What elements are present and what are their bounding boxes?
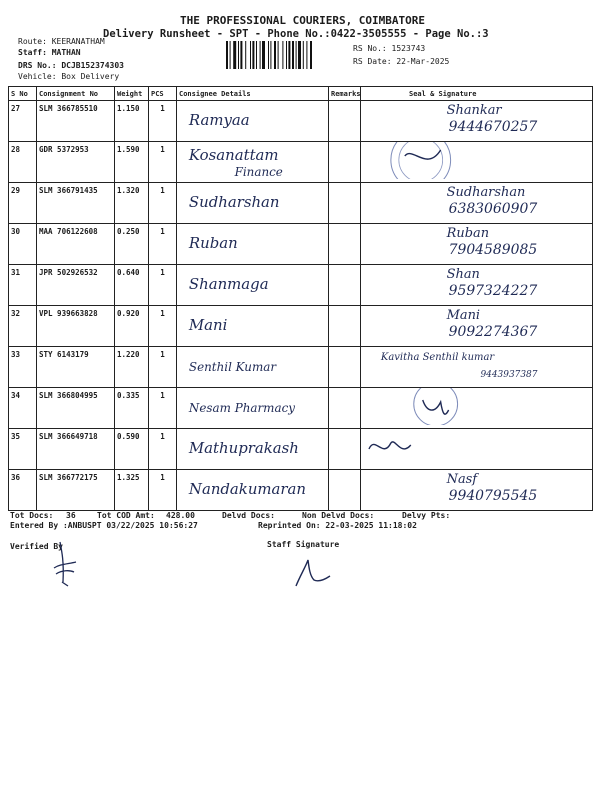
col-pcs: PCS	[149, 87, 177, 101]
barcode-bar	[292, 41, 294, 69]
cell-consignee	[177, 142, 329, 183]
consignee-name: Nesam Pharmacy	[188, 400, 295, 416]
cell-consignee	[177, 429, 329, 470]
table-row	[9, 142, 593, 183]
consignee-handwriting	[177, 470, 328, 507]
barcode-bar	[256, 41, 257, 69]
consignee-name: Ramyaa	[188, 110, 250, 130]
cell-seal-signature	[361, 347, 593, 388]
consignee-handwriting	[177, 224, 328, 261]
seal-signature-handwriting	[361, 388, 592, 425]
table-row	[9, 265, 593, 306]
cell-pcs: 1	[149, 183, 177, 224]
route-label: Route: KEERANATHAM	[18, 37, 105, 46]
cell-remarks	[329, 470, 361, 511]
cell-pcs: 1	[149, 142, 177, 183]
seal-signature-handwriting	[361, 142, 592, 179]
col-remarks: Remarks	[329, 87, 361, 101]
cell-sno: 33	[9, 347, 37, 388]
tot-cod-label: Tot COD Amt:	[97, 511, 155, 520]
cell-remarks	[329, 183, 361, 224]
signer-phone: 7904589085	[448, 241, 538, 259]
cell-consignment: SLM 366772175	[37, 470, 115, 511]
staff-signature-mark	[292, 556, 334, 590]
barcode-bar	[274, 41, 276, 69]
signer-phone: 9940795545	[448, 487, 538, 505]
col-consignment: Consignment No	[37, 87, 115, 101]
cell-weight: 1.220	[115, 347, 149, 388]
signer-name: Shankar	[446, 102, 502, 119]
cell-remarks	[329, 265, 361, 306]
consignee-name-line2: Finance	[234, 164, 283, 179]
barcode-bar	[245, 41, 246, 69]
cell-weight: 0.335	[115, 388, 149, 429]
runsheet-title: Delivery Runsheet - SPT - Phone No.:0422-3505555 - Page No.:3	[103, 28, 489, 40]
signer-phone: 9443937387	[480, 369, 538, 381]
cell-seal-signature	[361, 306, 593, 347]
cell-pcs: 1	[149, 388, 177, 429]
cell-seal-signature	[361, 183, 593, 224]
cell-weight: 0.250	[115, 224, 149, 265]
cell-remarks	[329, 101, 361, 142]
cell-consignee	[177, 101, 329, 142]
barcode-bar	[240, 41, 242, 69]
seal-signature-handwriting	[361, 306, 592, 343]
tot-cod-value: 428.00	[166, 511, 195, 520]
cell-sno: 32	[9, 306, 37, 347]
cell-sno: 28	[9, 142, 37, 183]
cell-consignment: VPL 939663828	[37, 306, 115, 347]
signer-name: Nasf	[446, 471, 478, 488]
table-row	[9, 306, 593, 347]
barcode-bar	[268, 41, 269, 69]
consignee-handwriting	[177, 306, 328, 343]
consignee-name: Sudharshan	[188, 192, 280, 212]
cell-pcs: 1	[149, 265, 177, 306]
table-row	[9, 224, 593, 265]
barcode-bar	[278, 41, 279, 69]
non-delvd-docs-label: Non Delvd Docs:	[302, 511, 375, 520]
barcode-bar	[262, 41, 265, 69]
cell-sno: 31	[9, 265, 37, 306]
cell-consignment: GDR 5372953	[37, 142, 115, 183]
reprinted-on: Reprinted On: 22-03-2025 11:18:02	[258, 521, 417, 530]
barcode-bar	[286, 41, 287, 69]
verified-by-signature	[50, 540, 80, 590]
table-row	[9, 429, 593, 470]
cell-remarks	[329, 306, 361, 347]
seal-signature-handwriting	[361, 183, 592, 220]
table-row	[9, 101, 593, 142]
staff-signature-label: Staff Signature	[267, 540, 340, 549]
barcode-bar	[230, 41, 231, 69]
barcode-bar	[298, 41, 301, 69]
barcode-bar	[303, 41, 304, 69]
cell-sno: 36	[9, 470, 37, 511]
entered-by: Entered By :ANBUSPT 03/22/2025 10:56:27	[10, 521, 198, 530]
cell-consignment: JPR 502926532	[37, 265, 115, 306]
cell-sno: 34	[9, 388, 37, 429]
cell-pcs: 1	[149, 347, 177, 388]
cell-consignee	[177, 183, 329, 224]
barcode-bar	[260, 41, 261, 69]
consignment-table	[8, 86, 593, 511]
cell-consignment: SLM 366804995	[37, 388, 115, 429]
col-sno: S No	[9, 87, 37, 101]
table-row	[9, 347, 593, 388]
cell-consignee	[177, 347, 329, 388]
staff-label: Staff: MATHAN	[18, 48, 81, 57]
cell-sno: 30	[9, 224, 37, 265]
table-row	[9, 470, 593, 511]
barcode-image	[226, 41, 344, 69]
barcode-bar	[288, 41, 290, 69]
cell-remarks	[329, 224, 361, 265]
cell-consignment: MAA 706122608	[37, 224, 115, 265]
cell-pcs: 1	[149, 224, 177, 265]
signer-name: Shan	[446, 266, 480, 283]
barcode-bar	[310, 41, 312, 69]
seal-signature-handwriting	[361, 470, 592, 507]
cell-seal-signature	[361, 470, 593, 511]
barcode-bar	[226, 41, 228, 69]
cell-pcs: 1	[149, 101, 177, 142]
cell-pcs: 1	[149, 429, 177, 470]
cell-consignee	[177, 470, 329, 511]
table-row	[9, 388, 593, 429]
cell-consignee	[177, 388, 329, 429]
vehicle-label: Vehicle: Box Delivery	[18, 72, 120, 81]
tot-docs-value: 36	[66, 511, 76, 520]
cell-consignment: SLM 366791435	[37, 183, 115, 224]
delvy-pts-label: Delvy Pts:	[402, 511, 451, 520]
consignee-handwriting	[177, 388, 328, 425]
seal-signature-handwriting	[361, 429, 592, 466]
cell-sno: 27	[9, 101, 37, 142]
cell-weight: 0.590	[115, 429, 149, 470]
consignee-name: Nandakumaran	[188, 479, 307, 499]
seal-signature-handwriting	[361, 347, 592, 384]
consignee-handwriting	[177, 101, 328, 138]
cell-seal-signature	[361, 388, 593, 429]
cell-remarks	[329, 429, 361, 470]
barcode-bar	[306, 41, 307, 69]
signer-phone: 9444670257	[448, 118, 538, 136]
cell-pcs: 1	[149, 306, 177, 347]
consignee-handwriting	[177, 183, 328, 220]
seal-signature-handwriting	[361, 101, 592, 138]
cell-consignee	[177, 224, 329, 265]
cell-seal-signature	[361, 265, 593, 306]
cell-remarks	[329, 347, 361, 388]
cell-weight: 1.590	[115, 142, 149, 183]
consignee-handwriting	[177, 347, 328, 384]
table-row	[9, 183, 593, 224]
cell-seal-signature	[361, 429, 593, 470]
cell-seal-signature	[361, 101, 593, 142]
cell-consignment: SLM 366649718	[37, 429, 115, 470]
cell-sno: 35	[9, 429, 37, 470]
consignee-handwriting	[177, 142, 328, 179]
signer-name: Sudharshan	[446, 184, 526, 201]
signer-phone: 9092274367	[448, 323, 538, 341]
consignee-name: Mathuprakash	[188, 438, 299, 458]
consignee-name: Senthil Kumar	[188, 359, 277, 375]
cell-remarks	[329, 388, 361, 429]
cell-weight: 0.920	[115, 306, 149, 347]
delvd-docs-label: Delvd Docs:	[222, 511, 275, 520]
cell-consignee	[177, 265, 329, 306]
col-consignee: Consignee Details	[177, 87, 329, 101]
table-header-row	[9, 87, 593, 101]
rs-number: RS No.: 1523743	[353, 44, 426, 53]
signer-name: Kavitha Senthil kumar	[380, 351, 495, 364]
cell-sno: 29	[9, 183, 37, 224]
seal-signature-handwriting	[361, 224, 592, 261]
barcode-bar	[270, 41, 271, 69]
signer-name: Ruban	[446, 225, 490, 242]
cell-remarks	[329, 142, 361, 183]
barcode-bar	[296, 41, 297, 69]
col-seal-signature: Seal & Signature	[361, 87, 593, 101]
cell-pcs: 1	[149, 470, 177, 511]
barcode-bar	[233, 41, 236, 69]
barcode-bar	[252, 41, 254, 69]
cell-seal-signature	[361, 142, 593, 183]
rs-date: RS Date: 22-Mar-2025	[353, 57, 450, 66]
cell-weight: 1.325	[115, 470, 149, 511]
signer-phone: 6383060907	[448, 200, 538, 218]
cell-weight: 1.150	[115, 101, 149, 142]
barcode-bar	[282, 41, 283, 69]
tot-docs-label: Tot Docs:	[10, 511, 54, 520]
cell-weight: 0.640	[115, 265, 149, 306]
cell-weight: 1.320	[115, 183, 149, 224]
consignee-name: Kosanattam	[188, 145, 279, 165]
signer-name: Mani	[446, 307, 481, 324]
consignee-name: Shanmaga	[188, 274, 269, 294]
courier-name: THE PROFESSIONAL COURIERS, COIMBATORE	[180, 14, 426, 27]
drs-number: DRS No.: DCJB152374303	[18, 61, 124, 70]
consignee-name: Mani	[188, 315, 228, 335]
seal-signature-handwriting	[361, 265, 592, 302]
cell-seal-signature	[361, 224, 593, 265]
verified-by-label: Verified By	[10, 542, 63, 551]
consignee-handwriting	[177, 265, 328, 302]
cell-consignee	[177, 306, 329, 347]
col-weight: Weight	[115, 87, 149, 101]
barcode-bar	[238, 41, 239, 69]
barcode-bar	[250, 41, 251, 69]
consignee-name: Ruban	[188, 233, 238, 253]
cell-consignment: SLM 366785510	[37, 101, 115, 142]
signer-phone: 9597324227	[448, 282, 538, 300]
cell-consignment: STY 6143179	[37, 347, 115, 388]
consignee-handwriting	[177, 429, 328, 466]
